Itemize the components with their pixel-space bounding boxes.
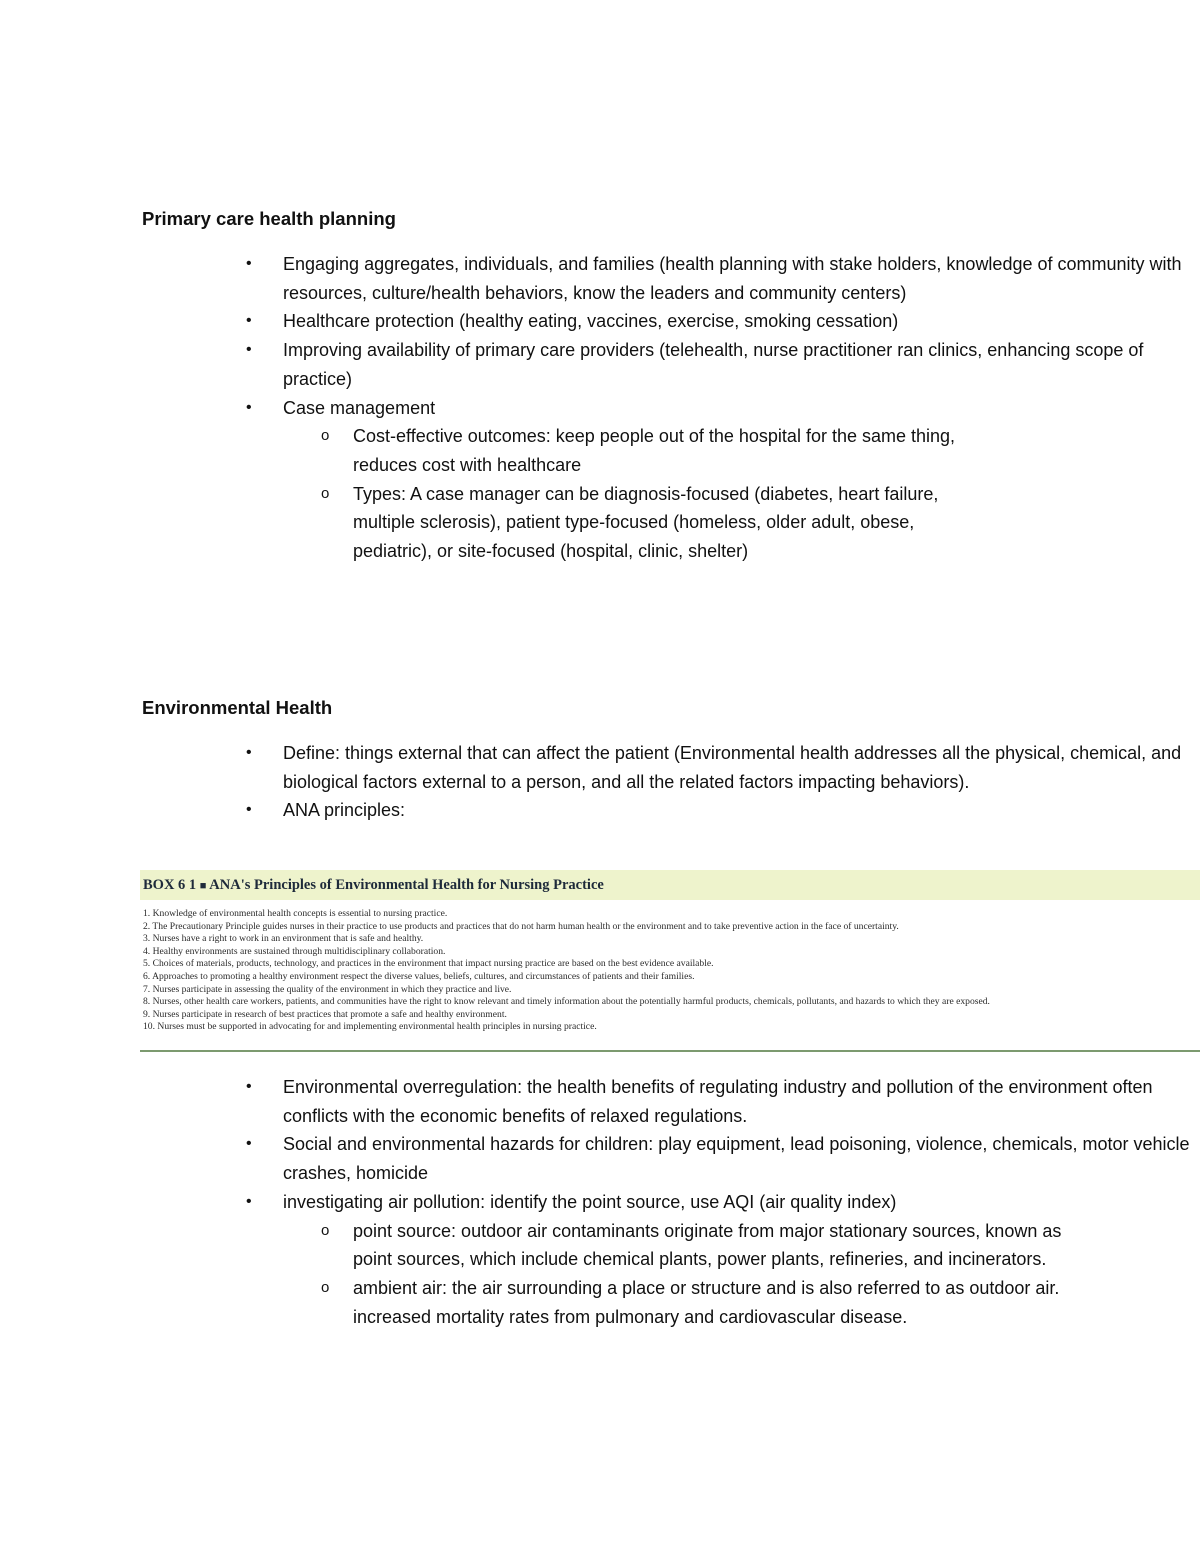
- list-item: [142, 796, 1188, 825]
- bullet-icon: •: [246, 744, 252, 761]
- list-item: [142, 1188, 1200, 1332]
- list-item-text: Engaging aggregates, individuals, and families (health planning with stake holders, knowledge of community with resources, culture/health behaviors, know the leaders and community centers): [283, 254, 1182, 303]
- bullet-icon: •: [246, 312, 252, 330]
- principle-item: 9. Nurses participate in research of best practices that promote a safe and healthy environment.: [143, 1008, 507, 1020]
- box-principles-list: [140, 908, 1200, 1034]
- principle-item: 5. Choices of materials, products, technology, and practices in the environment that impact nursing practice are based on the best evidence available.: [143, 958, 714, 970]
- box-number: 1: [188, 877, 197, 893]
- box-title: ANA's Principles of Environmental Health for Nursing Practice: [209, 877, 604, 893]
- environmental-issues-list: [142, 1073, 1190, 1331]
- sub-bullet-icon: o: [321, 427, 330, 445]
- sub-list-item: [283, 1274, 1068, 1331]
- bullet-icon: •: [246, 1135, 252, 1153]
- case-management-sublist: [283, 422, 1188, 566]
- bullet-icon: •: [246, 801, 252, 819]
- list-item-text: Define: things external that can affect the patient (Environmental health addresses all the physical, chemical, and biological factors external to a person, and all the related factors impacting behaviors).: [283, 743, 1182, 792]
- box-divider: [140, 1050, 1200, 1052]
- sub-list-item: [283, 422, 963, 479]
- list-item: [142, 250, 1188, 307]
- box-header: [140, 870, 1200, 900]
- ana-principles-box: [140, 870, 1200, 1052]
- heading-primary-care: Primary care health planning: [142, 208, 396, 229]
- principle-item: 3. Nurses have a right to work in an environment that is safe and healthy.: [143, 933, 424, 945]
- list-item: [142, 1130, 1200, 1187]
- sub-bullet-icon: o: [321, 484, 330, 502]
- principle-item: 4. Healthy environments are sustained through multidisciplinary collaboration.: [143, 945, 446, 957]
- list-item-text: investigating air pollution: identify the point source, use AQI (air quality index): [283, 1191, 897, 1212]
- sub-list-item: [283, 480, 978, 566]
- air-pollution-sublist: [283, 1217, 1200, 1332]
- bullet-icon: •: [246, 255, 252, 272]
- primary-care-list: [142, 250, 1182, 566]
- bullet-icon: •: [246, 1078, 252, 1095]
- environmental-health-list: [142, 739, 1182, 825]
- heading-environmental-health: Environmental Health: [142, 697, 333, 718]
- sub-bullet-icon: o: [321, 1221, 330, 1239]
- box-label: BOX 6: [143, 877, 186, 893]
- list-item: [142, 307, 1188, 336]
- list-item-text: Improving availability of primary care providers (telehealth, nurse practitioner ran clinics, enhancing scope of practice): [283, 340, 1144, 389]
- list-item-text: Environmental overregulation: the health benefits of regulating industry and pollution of the environment often conflicts with the economic benefits of relaxed regulations.: [283, 1077, 1153, 1126]
- list-item: [142, 336, 1153, 393]
- list-item-text: ANA principles:: [283, 800, 406, 821]
- bullet-icon: •: [246, 341, 252, 359]
- square-icon: ■: [199, 880, 207, 892]
- sub-bullet-icon: o: [321, 1278, 330, 1296]
- list-item-text: Case management: [283, 397, 436, 418]
- principle-item: 7. Nurses participate in assessing the quality of the environment in which they practice and live.: [143, 983, 512, 995]
- principle-item: 2. The Precautionary Principle guides nurses in their practice to use products and practices that do not harm human health or the environment and to take preventive action in the face of uncertainty.: [143, 920, 899, 932]
- sub-list-item-text: Cost-effective outcomes: keep people out of the hospital for the same thing, reduces cost with healthcare: [353, 426, 956, 475]
- principle-item: 6. Approaches to promoting a healthy environment respect the diverse values, beliefs, cultures, and circumstances of patients and their families.: [143, 970, 695, 982]
- list-item: [142, 1073, 1188, 1130]
- sub-list-item-text: point source: outdoor air contaminants originate from major stationary sources, known as point sources, which include chemical plants, power plants, refineries, and incinerators.: [353, 1220, 1062, 1270]
- list-item-text: Social and environmental hazards for children: play equipment, lead poisoning, violence, chemicals, motor vehicle crashes, homicide: [283, 1134, 1190, 1184]
- list-item: [142, 739, 1188, 796]
- principle-item: 1. Knowledge of environmental health concepts is essential to nursing practice.: [143, 908, 448, 919]
- bullet-icon: •: [246, 398, 252, 416]
- sub-list-item: [283, 1217, 1068, 1274]
- bullet-icon: •: [246, 1192, 252, 1210]
- principle-item: 8. Nurses, other health care workers, patients, and communities have the right to know relevant and timely information about the potentially harmful products, chemicals, pollutants, and hazards to which they are exposed.: [143, 996, 990, 1008]
- sub-list-item-text: ambient air: the air surrounding a place or structure and is also referred to as outdoor air. increased mortality rates from pulmonary and cardiovascular disease.: [353, 1277, 1060, 1327]
- list-item: [142, 394, 1188, 566]
- sub-list-item-text: Types: A case manager can be diagnosis-focused (diabetes, heart failure, multiple sclerosis), patient type-focused (homeless, older adult, obese, pediatric), or site-focused (hospital, clinic, shelter): [353, 483, 939, 562]
- list-item-text: Healthcare protection (healthy eating, vaccines, exercise, smoking cessation): [283, 311, 899, 332]
- principle-item: 10. Nurses must be supported in advocating for and implementing environmental health principles in nursing practice.: [143, 1021, 597, 1033]
